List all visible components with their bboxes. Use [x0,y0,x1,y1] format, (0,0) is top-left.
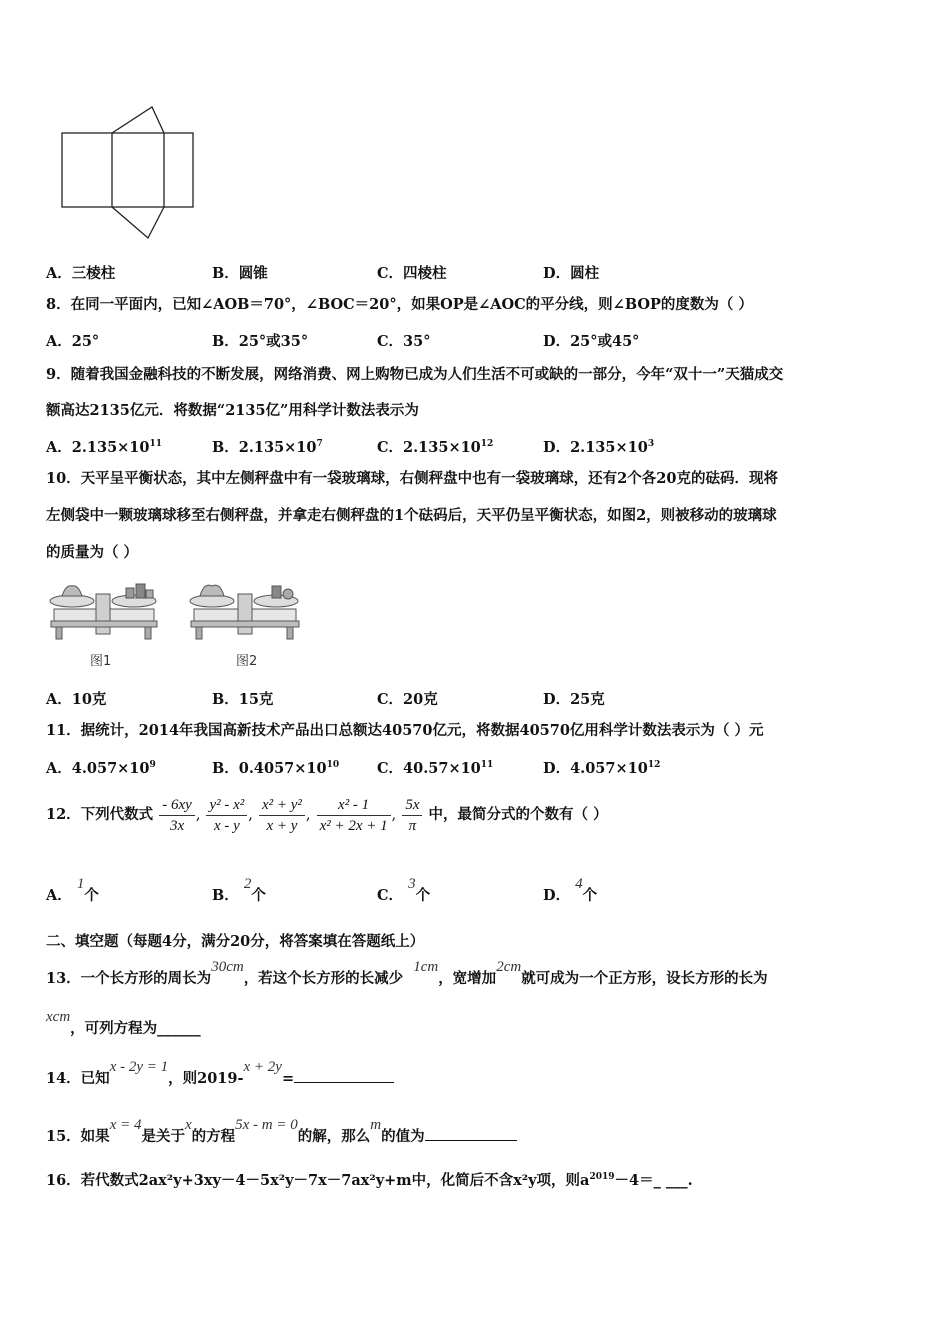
q9-option-b: B．$2.135\times 10^7$ [212,439,323,456]
q12-option-c: C． 3个 [377,876,431,904]
q12-option-a: A． 1个 [46,876,99,904]
q12-option-b: B． 2个 [212,876,266,904]
q7-option-c: C．四棱柱 [377,265,447,282]
q10-option-d: D．25克 [543,691,605,708]
q14-stem: 14．已知x - 2y = 1，则2019-x + 2y= [46,1068,394,1088]
q14-answer-blank[interactable] [294,1068,394,1083]
q8-option-c: C．35° [377,333,431,350]
q11-stem: 11．据统计，2014年我国高新技术产品出口总额达40570亿元，将数据40570亿用科学计数法表示为（ ）元 [46,722,764,739]
q9-option-d: D．$2.135\times 10^3$ [543,439,655,456]
q12-option-d: D． 4个 [543,876,598,904]
q9-option-c: C．$2.135\times 10^{12}$ [377,439,494,456]
balance-figure-2 [186,576,304,644]
q10-stem-line3: 的质量为（ ） [46,544,139,561]
fig2-caption: 图2 [236,654,258,669]
q11-option-a: A．$4.057\times 10^9$ [46,760,156,777]
q11-option-b: B．$0.4057\times 10^{10}$ [212,760,340,777]
q13-perimeter: 30cm [211,959,244,975]
section-2-heading: 二、填空题（每题4分，满分20分，将答案填在答题纸上） [46,933,425,950]
q12-stem: 12．下列代数式 $\frac{- 6xy}{3x}$ , $\frac{\text{y² - x²}}{x - y}$ , $\frac{\text{x² + y²}}{x + y}$ , $\frac{\text{x² - 1}}{\text{x² + 2x + 1}}$ , $\frac{5x}{\pi}$ 中，最简分式的个数有（ ） [46,796,608,834]
net-bottom-triangle [112,207,164,238]
q10-stem-line1: 10．天平呈平衡状态，其中左侧秤盘中有一袋玻璃球，右侧秤盘中也有一袋玻璃球，还有2个各20克的砝码．现将 [46,470,778,487]
q12-prefix: 12．下列代数式 [46,806,154,823]
q8-stem: 8．在同一平面内，已知∠AOB＝70°，∠BOC＝20°，如果OP是∠AOC的平分线，则∠BOP的度数为（ ） [46,296,753,313]
q10-stem-line2: 左侧袋中一颗玻璃球移至右侧秤盘，并拿走右侧秤盘的1个砝码后，天平仍呈平衡状态，如图2，则被移动的玻璃球 [46,507,777,524]
q7-option-a: A．三棱柱 [46,265,116,282]
q15-stem: 15．如果x = 4是关于x的方程5x - m = 0的解，那么m的值为 [46,1126,517,1146]
fig1-caption: 图1 [90,654,112,669]
q10-option-a: A．10克 [46,691,107,708]
q15-answer-blank[interactable] [425,1126,517,1141]
net-outer-rect [62,133,193,207]
q10-option-b: B．15克 [212,691,274,708]
q15-solution: x = 4 [109,1117,142,1133]
q15-equation: 5x - m = 0 [235,1117,298,1133]
q7-option-b: B．圆锥 [212,265,268,282]
q9-stem-line1: 9．随着我国金融科技的不断发展，网络消费、网上购物已成为人们生活不可或缺的一部分，今年“双十一”天猫成交 [46,366,784,383]
q10-option-c: C．20克 [377,691,438,708]
q12-fraction-1: $\frac{- 6xy}{3x}$ [159,795,195,836]
q9-option-a: A．$2.135\times 10^{11}$ [46,439,163,456]
q12-fraction-3: $\frac{\text{x² + y²}}{x + y}$ [259,795,305,836]
q13-increase: 2cm [496,959,522,975]
q15-variable: x [184,1117,192,1133]
q14-expression: x + 2y [243,1059,282,1075]
balance-figure-1 [46,576,161,644]
q12-fraction-4: $\frac{\text{x² - 1}}{\text{x² + 2x + 1}}$ [317,795,391,836]
q13-variable: xcm [46,1009,71,1025]
prism-net-figure [55,100,205,245]
q15-m: m [370,1117,382,1133]
net-top-triangle [112,107,164,133]
q13-stem-line2: xcm，可列方程为______ [46,1009,201,1037]
q11-option-c: C．$40.57\times 10^{11}$ [377,760,494,777]
q14-condition: x - 2y = 1 [109,1059,169,1075]
q12-suffix: 中，最简分式的个数有（ ） [428,806,608,823]
q12-fraction-5: $\frac{5x}{\pi}$ [402,795,422,836]
q13-decrease: 1cm [413,959,439,975]
q8-option-a: A．25° [46,333,100,350]
q16-stem: 16．若代数式2ax²y+3xy－4－5x²y－7x－7ax²y+m中，化简后不含x²y项，则$a^{2019}-4=\_$ ___. [46,1172,693,1189]
q13-stem-line1: 13．一个长方形的周长为30cm，若这个长方形的长减少1cm，宽增加2cm就可成为一个正方形，设长方形的长为 [46,959,768,987]
q8-option-d: D．25°或45° [543,333,640,350]
q8-option-b: B．25°或35° [212,333,309,350]
q7-option-d: D．圆柱 [543,265,600,282]
q9-stem-line2: 额高达2135亿元．将数据“2135亿”用科学计数法表示为 [46,402,419,419]
q12-fraction-2: $\frac{\text{y² - x²}}{x - y}$ [206,795,247,836]
q11-option-d: D．$4.057\times 10^{12}$ [543,760,661,777]
